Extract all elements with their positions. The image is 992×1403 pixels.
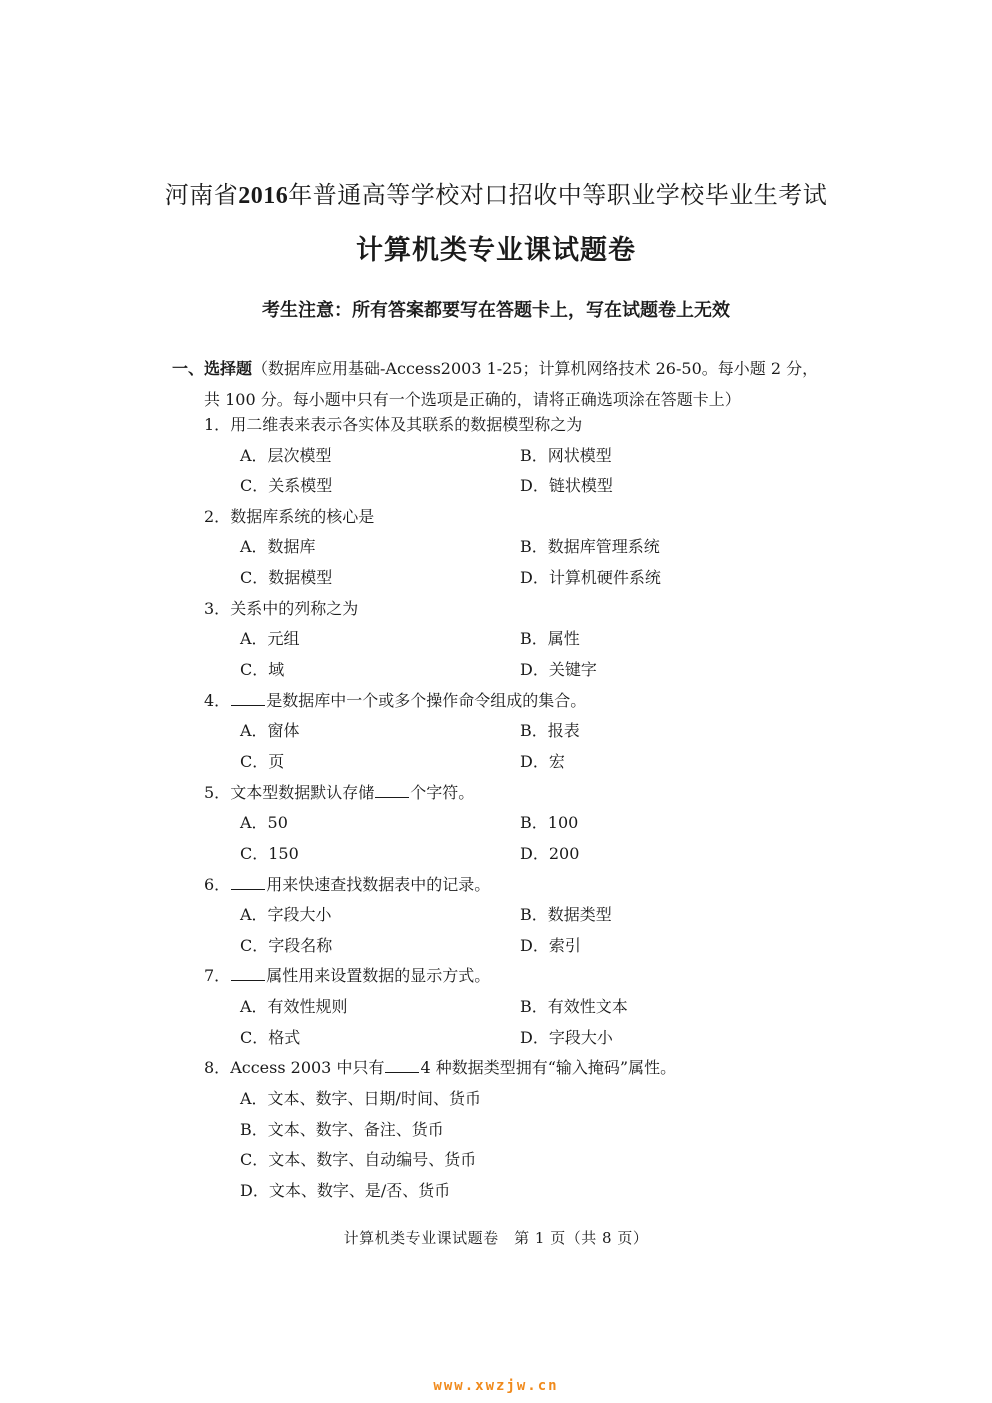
page-footer: 计算机类专业课试题卷 第 1 页（共 8 页） [343,1229,649,1247]
option-c: C．字段名称 [240,935,333,955]
question-number: 3． [204,598,231,618]
question-4 [204,686,844,778]
option-b: B．有效性文本 [520,996,628,1016]
option-b: B．数据库管理系统 [520,537,660,557]
option-b: B．文本、数字、备注、货币 [240,1119,444,1139]
title-year: 2016 [238,183,289,209]
exam-notice: 考生注意：所有答案都要写在答题卡上，写在试题卷上无效 [262,300,730,321]
option-c: C．格式 [240,1027,301,1047]
question-6 [204,870,844,962]
option-group [240,992,844,1053]
option-d: D．字段大小 [520,1027,613,1047]
option-b: B．报表 [520,721,580,741]
question-stem [204,502,844,533]
question-number: 4． [204,690,231,710]
question-text: 用二维表来表示各实体及其联系的数据模型称之为 [230,415,583,434]
section-head: 一、选择题 [172,359,253,378]
option-c: C．文本、数字、自动编号、货币 [240,1150,477,1170]
question-number: 5． [204,782,231,802]
question-number: 8． [204,1058,231,1078]
question-number: 1． [204,415,231,434]
option-a: A．元组 [240,629,300,649]
question-text: 数据库系统的核心是 [230,506,375,526]
question-stem [204,410,844,441]
question-stem [204,594,844,625]
option-b: B．100 [520,813,579,833]
option-d: D．链状模型 [520,476,613,496]
option-group [240,716,844,777]
option-a: A．字段大小 [240,905,332,925]
option-d: D．200 [520,843,580,863]
option-group [240,532,844,593]
answer-blank [375,783,409,798]
option-b: B．网状模型 [520,445,612,465]
answer-blank [231,875,265,890]
question-8 [204,1053,844,1206]
option-group [240,624,844,685]
title-suffix: 年普通高等学校对口招收中等职业学校毕业生考试 [288,181,828,209]
option-c: C．域 [240,660,285,680]
question-stem [204,1053,844,1084]
option-d: D．关键字 [520,660,597,680]
question-2 [204,502,844,594]
watermark: www.xwzjw.cn [433,1378,559,1394]
question-text: 是数据库中一个或多个操作命令组成的集合。 [266,690,587,710]
option-a: A．窗体 [240,721,300,741]
question-1 [204,410,844,502]
option-d: D．索引 [520,935,581,955]
question-stem [204,686,844,717]
option-group [240,808,844,869]
section-desc-line2: 共 100 分。每小题中只有一个选项是正确的，请将正确选项涂在答题卡上） [204,390,741,409]
answer-blank [231,691,265,706]
question-5 [204,778,844,870]
option-a: A．数据库 [240,537,316,557]
exam-title [0,175,992,210]
answer-blank [385,1058,419,1073]
question-stem [204,778,844,809]
option-a: A．50 [240,813,288,833]
option-c: C．数据模型 [240,568,333,588]
option-b: B．数据类型 [520,905,612,925]
question-number: 2． [204,506,231,526]
option-b: B．属性 [520,629,580,649]
question-text: 4 种数据类型拥有“输入掩码”属性。 [420,1058,677,1078]
question-number: 7． [204,966,231,986]
question-text: 用来快速查找数据表中的记录。 [266,874,491,894]
title-prefix: 河南省 [164,181,239,209]
question-number: 6． [204,874,231,894]
option-a: A．有效性规则 [240,996,348,1016]
question-text: 文本型数据默认存储 [230,782,375,802]
option-c: C．页 [240,751,285,771]
question-text: 属性用来设置数据的显示方式。 [266,966,491,986]
question-stem [204,870,844,901]
question-stem [204,961,844,992]
answer-blank [231,966,265,981]
question-text: 关系中的列称之为 [230,598,359,618]
exam-subtitle: 计算机类专业课试题卷 [356,235,636,266]
option-a: A．层次模型 [240,445,332,465]
question-text: Access 2003 中只有 [230,1058,385,1078]
question-7 [204,961,844,1053]
option-c: C．150 [240,843,299,863]
option-d: D．宏 [520,751,565,771]
option-group [240,441,844,502]
question-list [204,410,844,1207]
option-group [240,1084,844,1207]
option-d: D．计算机硬件系统 [520,568,661,588]
question-3 [204,594,844,686]
option-d: D．文本、数字、是/否、货币 [240,1180,451,1200]
section-heading [172,353,832,384]
option-a: A．文本、数字、日期/时间、货币 [240,1088,481,1108]
option-c: C．关系模型 [240,476,333,496]
section-desc-line1: （数据库应用基础-Access2003 1-25；计算机网络技术 26-50。每小题 2 分， [252,359,819,378]
option-group [240,900,844,961]
question-text: 个字符。 [410,782,475,802]
